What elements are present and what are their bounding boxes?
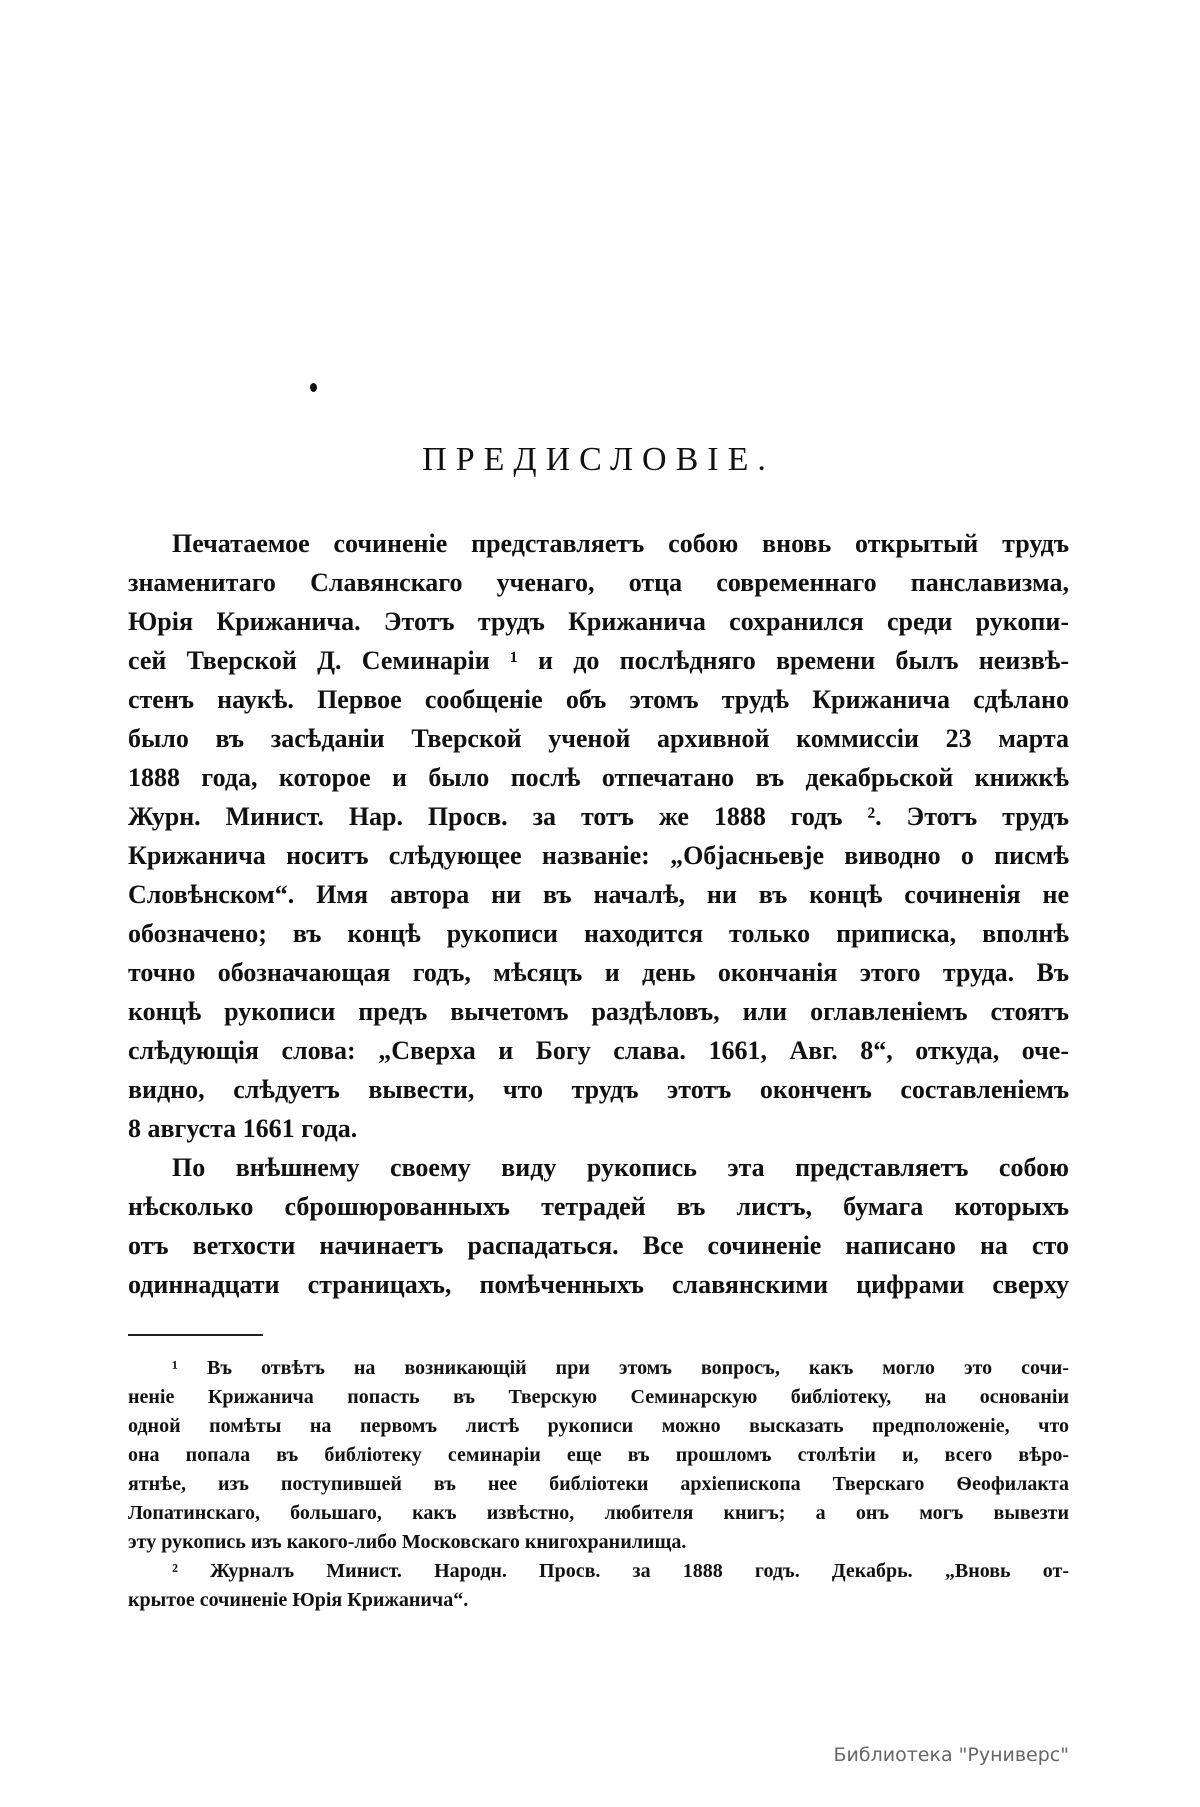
footnotes bbox=[128, 1354, 1069, 1615]
footnote-line: Лопатинскаго, большаго, какъ извѣстно, любителя книгъ; а онъ могъ вывезти bbox=[128, 1502, 1069, 1524]
body-line: одиннадцати страницахъ, помѣченныхъ славянскими цифрами сверху bbox=[128, 1270, 1069, 1299]
body-line: По внѣшнему своему виду рукопись эта представляетъ собою bbox=[172, 1153, 1069, 1182]
body-line: Печатаемое сочиненіе представляетъ собою вновь открытый трудъ bbox=[172, 529, 1069, 558]
body-line: Журн. Минист. Нар. Просв. за тотъ же 1888 годъ ². Этотъ трудъ bbox=[128, 802, 1069, 831]
footnote-line: эту рукопись изъ какого-либо Московскаго книгохранилища. bbox=[128, 1531, 687, 1553]
body-line: знаменитаго Славянскаго ученаго, отца современнаго панславизма, bbox=[128, 568, 1069, 597]
body-line: обозначено; въ концѣ рукописи находится только приписка, вполнѣ bbox=[128, 919, 1069, 948]
footnote-separator bbox=[128, 1334, 263, 1336]
footnote-line: одной помѣты на первомъ листѣ рукописи можно высказать предположеніе, что bbox=[128, 1415, 1069, 1437]
footnote-line: ¹ Въ отвѣтъ на возникающій при этомъ вопросъ, какъ могло это сочи- bbox=[172, 1357, 1069, 1379]
body-line: видно, слѣдуетъ вывести, что трудъ этотъ оконченъ составленіемъ bbox=[128, 1075, 1069, 1104]
footnote-line: неніе Крижанича попасть въ Тверскую Семинарскую библіотеку, на основаніи bbox=[128, 1386, 1069, 1408]
body-text bbox=[128, 524, 1069, 1304]
body-line: точно обозначающая годъ, мѣсяцъ и день окончанія этого труда. Въ bbox=[128, 958, 1069, 987]
page-title: ПРЕДИСЛОВІЕ. bbox=[422, 441, 775, 478]
body-line: сей Тверской Д. Семинаріи ¹ и до послѣдняго времени былъ неизвѣ- bbox=[128, 646, 1069, 675]
body-line: 1888 года, которое и было послѣ отпечатано въ декабрьской книжкѣ bbox=[128, 763, 1069, 792]
body-line: стенъ наукѣ. Первое сообщеніе объ этомъ трудѣ Крижанича сдѣлано bbox=[128, 685, 1069, 714]
body-line: Юрія Крижанича. Этотъ трудъ Крижанича сохранился среди рукопи- bbox=[128, 607, 1069, 636]
body-line: Крижанича носитъ слѣдующее названіе: „Објасньевје виводно о писмѣ bbox=[128, 841, 1069, 870]
stray-ink-dot bbox=[310, 383, 317, 392]
body-line: 8 августа 1661 года. bbox=[128, 1114, 358, 1143]
footnote-line: ятнѣе, изъ поступившей въ нее библіотеки архіепископа Тверскаго Ѳеофилакта bbox=[128, 1473, 1069, 1495]
body-line: отъ ветхости начинаетъ распадаться. Все сочиненіе написано на сто bbox=[128, 1231, 1069, 1260]
body-line: нѣсколько сброшюрованныхъ тетрадей въ листъ, бумага которыхъ bbox=[128, 1192, 1069, 1221]
body-line: Словѣнском“. Имя автора ни въ началѣ, ни въ концѣ сочиненія не bbox=[128, 880, 1069, 909]
body-line: концѣ рукописи предъ вычетомъ раздѣловъ, или оглавленіемъ стоятъ bbox=[128, 997, 1069, 1026]
footnote-line: крытое сочиненіе Юрія Крижанича“. bbox=[128, 1589, 469, 1611]
library-watermark: Библиотека "Руниверс" bbox=[833, 1744, 1069, 1766]
footnote-line: она попала въ библіотеку семинаріи еще въ прошломъ столѣтіи и, всего вѣро- bbox=[128, 1444, 1069, 1466]
body-line: было въ засѣданіи Тверской ученой архивной коммиссіи 23 марта bbox=[128, 724, 1069, 753]
footnote-line: ² Журналъ Минист. Народн. Просв. за 1888 годъ. Декабрь. „Вновь от- bbox=[172, 1560, 1069, 1582]
body-line: слѣдующія слова: „Сверха и Богу слава. 1661, Авг. 8“, откуда, оче- bbox=[128, 1036, 1069, 1065]
